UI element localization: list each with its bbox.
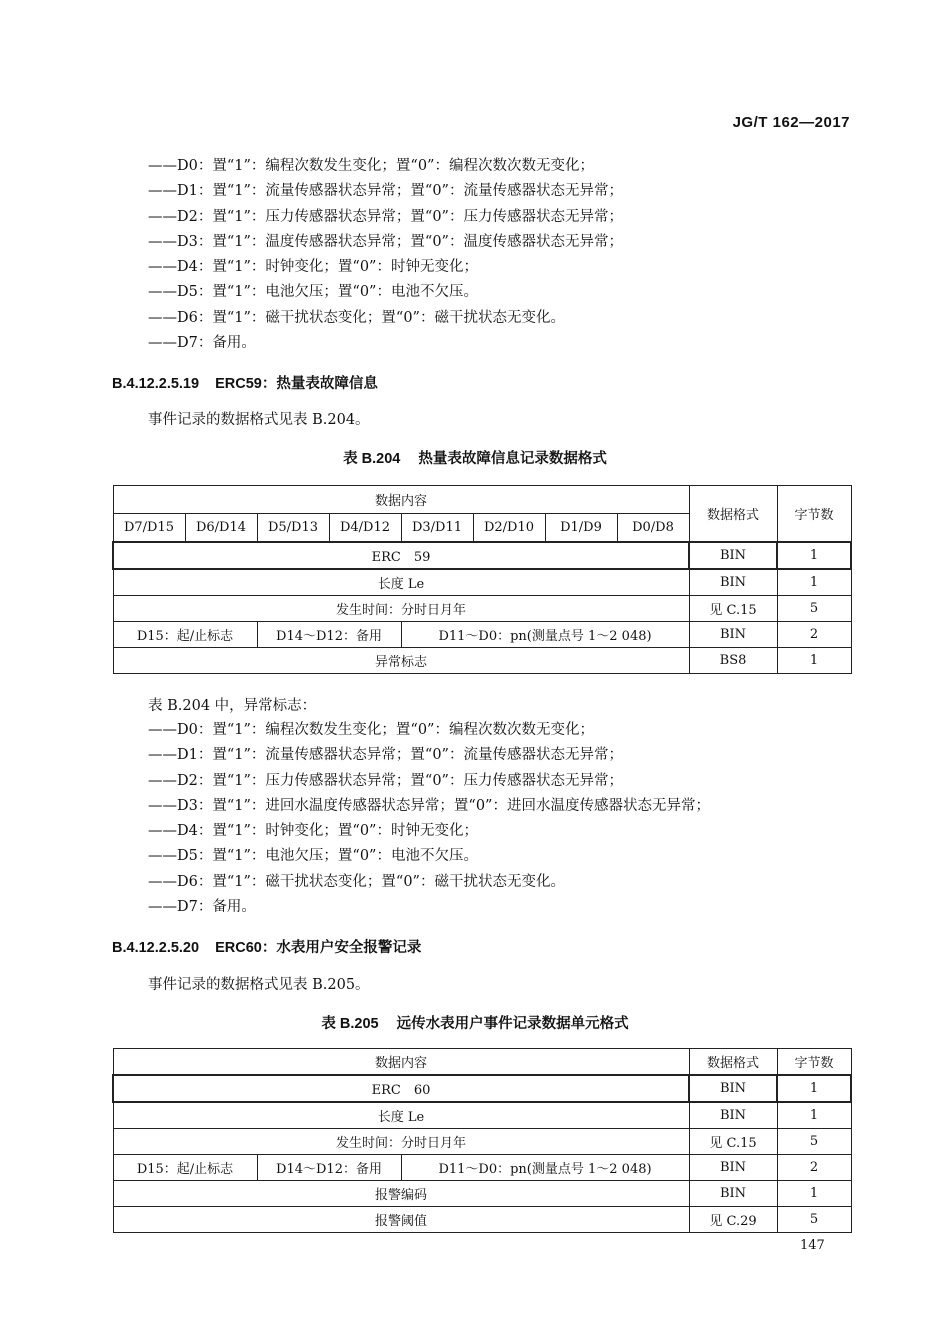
list-item: ——D2：置“1”：压力传感器状态异常；置“0”：压力传感器状态无异常； [148,208,623,225]
list-item: ——D5：置“1”：电池欠压；置“0”：电池不欠压。 [148,284,478,301]
segment-cell: D14～D12：备用 [257,1155,401,1181]
bytes-cell: 1 [777,542,851,569]
header-cell: 字节数 [777,486,851,543]
bytes-cell: 1 [777,1102,851,1129]
list-item: ——D7：备用。 [148,335,256,352]
section-heading-erc59 [112,372,378,393]
bit-description-list-bottom [148,718,710,920]
bytes-cell: 5 [777,1207,851,1233]
table-row [113,622,851,648]
section-intro: 事件记录的数据格式见表 B.205。 [148,977,370,993]
bit-description-list-top [148,154,623,356]
section-number: B.4.12.2.5.20 [112,940,200,956]
format-cell: BIN [689,1155,777,1181]
list-item: ——D3：置“1”：温度传感器状态异常；置“0”：温度传感器状态无异常； [148,233,623,250]
section-intro: 事件记录的数据格式见表 B.204。 [148,412,370,428]
format-cell: BIN [689,1075,777,1102]
segment-cell: D15：起/止标志 [113,622,257,648]
table-row [113,542,851,569]
caption-number: 表 B.205 [321,1016,379,1032]
content-cell: 长度 Le [113,1102,689,1129]
bytes-cell: 5 [777,596,851,622]
data-format-table-b204 [112,485,852,674]
bit-header-cell: D5/D13 [257,514,329,543]
bytes-cell: 1 [777,1181,851,1207]
bit-header-cell: D7/D15 [113,514,185,543]
content-cell: 报警阈值 [113,1207,689,1233]
table-row [113,1102,851,1129]
table-caption [0,1012,950,1033]
list-item: ——D0：置“1”：编程次数发生变化；置“0”：编程次数次数无变化； [148,722,594,738]
header-cell: 字节数 [777,1049,851,1076]
content-cell: 发生时间：分时日月年 [113,596,689,622]
list-item: ——D1：置“1”：流量传感器状态异常；置“0”：流量传感器状态无异常； [148,183,623,200]
table-row [113,648,851,674]
format-cell: BIN [689,1181,777,1207]
data-format-table-b205 [112,1048,852,1233]
bit-header-cell: D4/D12 [329,514,401,543]
caption-number: 表 B.204 [343,451,401,467]
header-cell: 数据格式 [689,486,777,543]
table-caption [0,447,950,468]
bit-header-cell: D6/D14 [185,514,257,543]
list-item: ——D1：置“1”：流量传感器状态异常；置“0”：流量传感器状态无异常； [148,747,623,764]
table-row [113,596,851,622]
section-title: ERC60：水表用户安全报警记录 [215,940,422,956]
format-cell: BIN [689,1102,777,1129]
bit-header-cell: D2/D10 [473,514,545,543]
bytes-cell: 5 [777,1129,851,1155]
header-cell: 数据内容 [113,1049,689,1076]
bytes-cell: 1 [777,569,851,596]
bytes-cell: 1 [777,648,851,674]
list-item: ——D3：置“1”：进回水温度传感器状态异常；置“0”：进回水温度传感器状态无异常； [148,797,710,814]
format-cell: 见 C.29 [689,1207,777,1233]
list-item: ——D6：置“1”：磁干扰状态变化；置“0”：磁干扰状态无变化。 [148,309,565,326]
segment-cell: D11～D0：pn(测量点号 1～2 048) [401,622,689,648]
list-item: ——D2：置“1”：压力传感器状态异常；置“0”：压力传感器状态无异常； [148,772,623,789]
header-cell: 数据格式 [689,1049,777,1076]
format-cell: BS8 [689,648,777,674]
table-row [113,1155,851,1181]
note-intro: 表 B.204 中，异常标志： [148,698,317,714]
format-cell: 见 C.15 [689,596,777,622]
segment-cell: D15：起/止标志 [113,1155,257,1181]
bit-header-cell: D3/D11 [401,514,473,543]
table-header-row [113,486,851,514]
content-cell: 长度 Le [113,569,689,596]
format-cell: 见 C.15 [689,1129,777,1155]
list-item: ——D5：置“1”：电池欠压；置“0”：电池不欠压。 [148,848,478,865]
header-cell: 数据内容 [113,486,689,514]
segment-cell: D11～D0：pn(测量点号 1～2 048) [401,1155,689,1181]
caption-title: 热量表故障信息记录数据格式 [418,451,607,467]
table-row [113,1129,851,1155]
bit-header-cell: D1/D9 [545,514,617,543]
format-cell: BIN [689,542,777,569]
bytes-cell: 2 [777,1155,851,1181]
bit-header-cell: D0/D8 [617,514,689,543]
table-row [113,1181,851,1207]
list-item: ——D4：置“1”：时钟变化；置“0”：时钟无变化； [148,259,478,276]
list-item: ——D6：置“1”：磁干扰状态变化；置“0”：磁干扰状态无变化。 [148,873,565,890]
content-cell: ERC 59 [113,542,689,569]
section-title: ERC59：热量表故障信息 [215,376,378,392]
page-number: 147 [800,1238,825,1253]
bytes-cell: 2 [777,622,851,648]
content-cell: 发生时间：分时日月年 [113,1129,689,1155]
list-item: ——D7：备用。 [148,899,256,916]
table-row [113,1075,851,1102]
bytes-cell: 1 [777,1075,851,1102]
section-number: B.4.12.2.5.19 [112,376,200,392]
format-cell: BIN [689,622,777,648]
content-cell: ERC 60 [113,1075,689,1102]
caption-title: 远传水表用户事件记录数据单元格式 [396,1016,629,1032]
format-cell: BIN [689,569,777,596]
standard-code: JG/T 162—2017 [732,114,850,131]
section-heading-erc60 [112,936,421,957]
content-cell: 异常标志 [113,648,689,674]
table-row [113,1207,851,1233]
list-item: ——D4：置“1”：时钟变化；置“0”：时钟无变化； [148,823,478,840]
list-item: ——D0：置“1”：编程次数发生变化；置“0”：编程次数次数无变化； [148,158,594,174]
content-cell: 报警编码 [113,1181,689,1207]
segment-cell: D14～D12：备用 [257,622,401,648]
table-row [113,569,851,596]
table-header-row [113,1049,851,1076]
